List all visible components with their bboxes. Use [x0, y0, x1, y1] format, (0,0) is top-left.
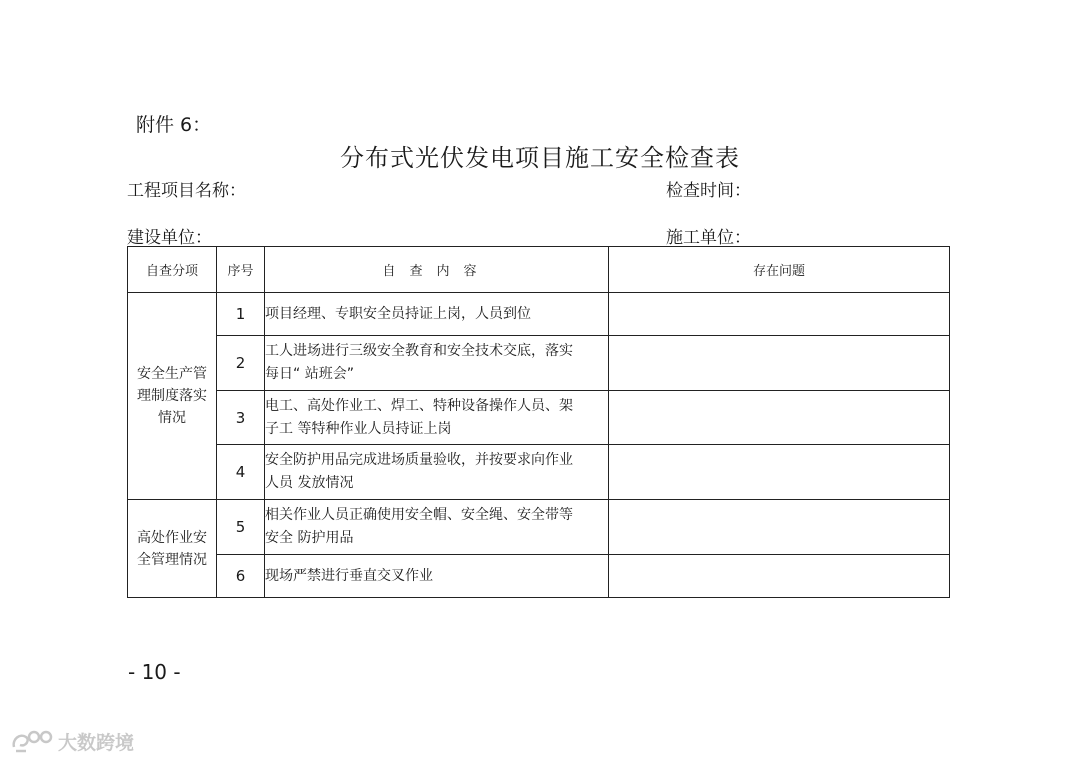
row-content — [265, 500, 609, 555]
category-line: 全管理情况 — [137, 551, 207, 568]
row-content — [265, 293, 609, 336]
content-line: 子工 等特种作业人员持证上岗 — [265, 420, 452, 437]
watermark-logo — [10, 728, 134, 755]
project-name-label: 工程项目名称： — [127, 181, 246, 201]
category-line: 安全生产管 — [137, 366, 207, 382]
watermark-swirl-icon — [10, 729, 54, 755]
table-row — [128, 445, 950, 500]
document-title: 分布式光伏发电项目施工安全检查表 — [340, 144, 740, 172]
category-cell — [128, 500, 217, 598]
row-content — [265, 336, 609, 391]
row-content — [265, 555, 609, 598]
row-number: 5 — [217, 500, 265, 555]
category-line: 理制度落实 — [137, 388, 207, 404]
watermark-text: 大数跨境 — [58, 732, 135, 754]
header-issue: 存在问题 — [609, 247, 950, 293]
content-line: 电工、高处作业工、焊工、特种设备操作人员、架 — [265, 397, 573, 414]
table-row — [128, 500, 950, 555]
attachment-label: 附件 6： — [136, 114, 212, 136]
category-line: 情况 — [158, 410, 186, 426]
page-number: - 10 - — [128, 660, 181, 684]
category-cell — [128, 293, 217, 500]
contractor-label: 施工单位： — [666, 228, 751, 248]
content-line: 安全防护用品完成进场质量验收，并按要求向作业 — [265, 452, 573, 468]
issue-cell[interactable] — [609, 555, 950, 598]
content-line: 相关作业人员正确使用安全帽、安全绳、安全带等 — [265, 507, 573, 523]
table-row — [128, 293, 950, 336]
table-row — [128, 555, 950, 598]
row-number: 3 — [217, 391, 265, 445]
check-time-label: 检查时间： — [666, 181, 751, 201]
table-header-row — [128, 247, 950, 293]
row-number: 6 — [217, 555, 265, 598]
table-row — [128, 391, 950, 445]
issue-cell[interactable] — [609, 391, 950, 445]
content-line: 现场严禁进行垂直交叉作业 — [265, 567, 433, 584]
header-no: 序号 — [217, 247, 265, 293]
owner-label: 建设单位： — [127, 228, 212, 248]
content-line: 安全 防护用品 — [265, 530, 354, 546]
issue-cell[interactable] — [609, 445, 950, 500]
row-number: 2 — [217, 336, 265, 391]
issue-cell[interactable] — [609, 336, 950, 391]
content-line: 项目经理、专职安全员持证上岗，人员到位 — [265, 305, 531, 322]
header-content: 自查内容 — [265, 247, 609, 293]
content-line: 人员 发放情况 — [265, 475, 354, 491]
header-category: 自查分项 — [128, 247, 217, 293]
row-number: 4 — [217, 445, 265, 500]
category-line: 高处作业安 — [137, 529, 207, 546]
table-row — [128, 336, 950, 391]
row-content — [265, 391, 609, 445]
issue-cell[interactable] — [609, 293, 950, 336]
content-line: 工人进场进行三级安全教育和安全技术交底，落实 — [265, 343, 573, 359]
safety-check-table — [127, 246, 950, 598]
content-line: 每日“ 站班会” — [265, 366, 354, 382]
row-content — [265, 445, 609, 500]
issue-cell[interactable] — [609, 500, 950, 555]
row-number: 1 — [217, 293, 265, 336]
